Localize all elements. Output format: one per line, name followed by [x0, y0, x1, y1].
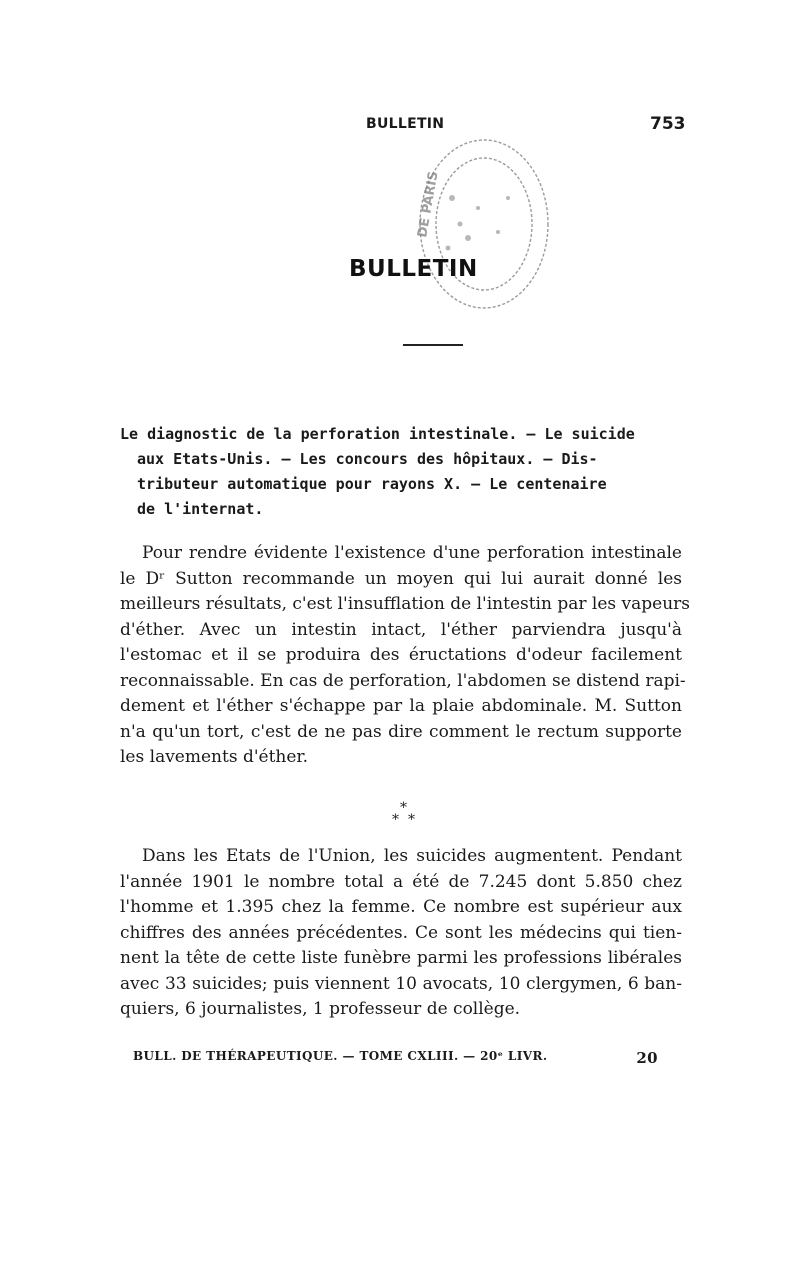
- text-line: l'estomac et il se produira des éructations d'odeur facilement: [120, 645, 682, 665]
- text-line: Dans les Etats de l'Union, les suicides augmentent. Pendant: [142, 846, 682, 866]
- text-line: dement et l'éther s'échappe par la plaie abdominale. M. Sutton: [120, 696, 682, 716]
- text-line: l'année 1901 le nombre total a été de 7.245 dont 5.850 chez: [120, 871, 682, 892]
- subject-line: tributeur automatique pour rayons X. — Le centenaire: [137, 475, 607, 493]
- section-heading: BULLETIN: [349, 256, 478, 282]
- text-line: Pour rendre évidente l'existence d'une perforation intestinale: [142, 543, 682, 563]
- page-footer: [133, 1049, 658, 1067]
- svg-text:*: *: [400, 800, 407, 816]
- text-line: n'a qu'un tort, c'est de ne pas dire comment le rectum supporte: [120, 721, 682, 742]
- svg-text:*: *: [408, 812, 415, 828]
- footer-imprint: BULL. DE THÉRAPEUTIQUE. — TOME CXLIII. — 20ᵉ LIVR.: [133, 1049, 548, 1063]
- signature-mark: 20: [636, 1049, 658, 1067]
- page-number: 753: [650, 114, 686, 134]
- text-line: reconnaissable. En cas de perforation, l'abdomen se distend rapi-: [120, 670, 686, 691]
- text-line: nent la tête de cette liste funèbre parmi les professions libérales: [120, 948, 682, 968]
- text-line: avec 33 suicides; puis viennent 10 avocats, 10 clergymen, 6 ban-: [120, 973, 682, 994]
- running-head: BULLETIN: [366, 116, 445, 132]
- subject-line: aux Etats-Unis. — Les concours des hôpitaux. — Dis-: [137, 450, 598, 468]
- svg-text:*: *: [392, 812, 399, 828]
- paragraph-perforation: [120, 541, 691, 771]
- subject-line: Le diagnostic de la perforation intestinale. — Le suicide: [120, 425, 635, 443]
- paragraph-suicides: [120, 844, 682, 1023]
- library-stamp-icon: [408, 128, 556, 318]
- text-line: l'homme et 1.395 chez la femme. Ce nombre est supérieur aux: [120, 897, 682, 917]
- text-line: les lavements d'éther.: [120, 747, 309, 767]
- text-line: quiers, 6 journalistes, 1 professeur de collège.: [120, 999, 521, 1019]
- text-line: le Dʳ Sutton recommande un moyen qui lui aurait donné les: [120, 568, 682, 589]
- svg-text:DE PARIS: DE PARIS: [415, 170, 442, 239]
- text-line: meilleurs résultats, c'est l'insufflation de l'intestin par les vapeurs: [120, 594, 691, 614]
- divider-rule: [403, 344, 463, 346]
- subject-summary: [120, 422, 682, 522]
- asterism-icon: [386, 800, 426, 830]
- text-line: chiffres des années précédentes. Ce sont les médecins qui tien-: [120, 922, 682, 943]
- subject-line: de l'internat.: [137, 500, 264, 518]
- text-line: d'éther. Avec un intestin intact, l'éther parviendra jusqu'à: [120, 619, 682, 640]
